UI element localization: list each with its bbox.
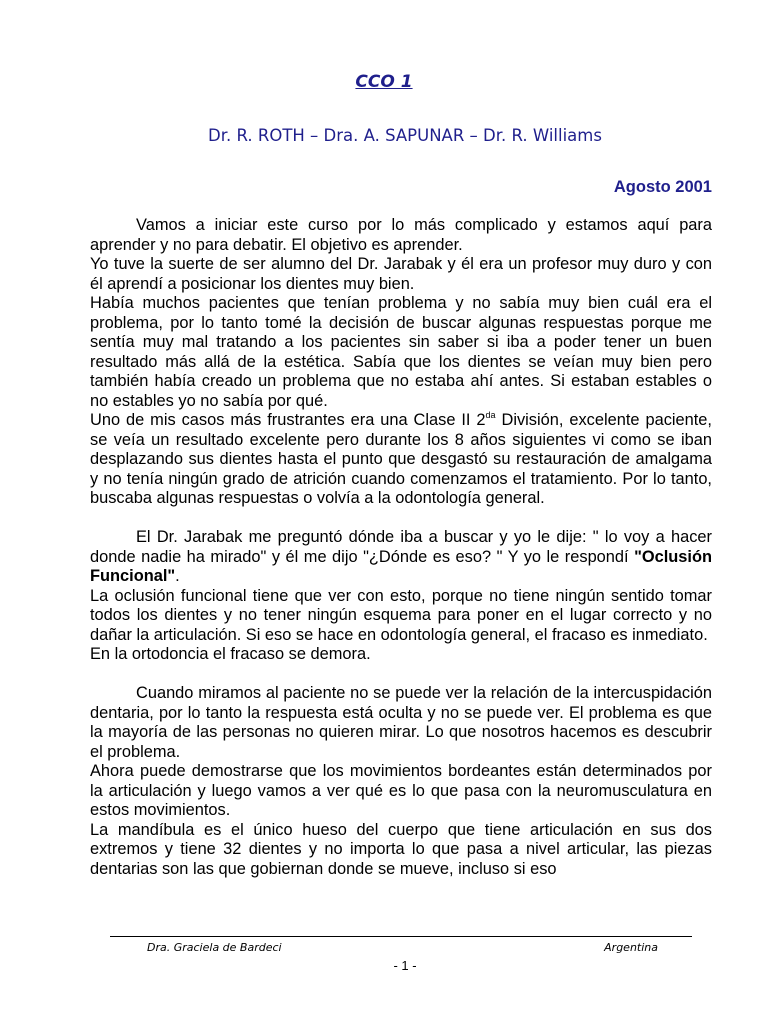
superscript-da: da [485, 410, 496, 420]
footer-author: Dra. Graciela de Bardeci [147, 941, 282, 954]
footer-divider [110, 936, 692, 937]
paragraph-4 [90, 411, 712, 509]
document-title: CCO 1 [355, 72, 413, 92]
paragraph-2: Yo tuve la suerte de ser alumno del Dr. Jarabak y él era un profesor muy duro y con él aprendí a posicionar los dientes muy bien. [90, 255, 712, 293]
footer-country: Argentina [604, 941, 658, 954]
paragraph-4-end: División, excelente paciente, se veía un resultado excelente pero durante los 8 años siguientes vi como se iban desplazando sus dientes hasta el punto que desgastó su restauración de amalgama y no tenía ningún grado de atrición cuando comenzamos el tratamiento. Por lo tanto, buscaba algunas respuestas o volvía a la odontología general. [90, 411, 712, 507]
paragraph-1: Vamos a iniciar este curso por lo más complicado y estamos aquí para aprender y no para debatir. El objetivo es aprender. [90, 216, 712, 254]
paragraph-5-end: . [175, 567, 180, 585]
paragraph-6: La oclusión funcional tiene que ver con esto, porque no tiene ningún sentido tomar todos los dientes y no tener ningún esquema para poner en el lugar correcto y no dañar la articulación. Si eso se hace en odontología general, el fracaso es inmediato. [90, 586, 712, 644]
paragraph-gap [90, 665, 712, 685]
document-date: Agosto 2001 [613, 178, 712, 196]
page-number: - 1 - [393, 958, 417, 973]
paragraph-4-start: Uno de mis casos más frustrantes era una Clase II 2 [90, 411, 486, 429]
paragraph-3: Había muchos pacientes que tenían problema y no sabía muy bien cuál era el problema, por lo tanto tomé la decisión de buscar algunas respuestas porque me sentía muy mal tratando a los pacientes sin saber si iba a poder tener un buen resultado más allá de la estética. Sabía que los dientes se veían muy bien pero también había creado un problema que no estaba ahí antes. Si estaban estables o no estables yo no sabía por qué. [90, 294, 712, 410]
paragraph-5 [90, 528, 712, 587]
paragraph-7: En la ortodoncia el fracaso se demora. [90, 645, 371, 663]
document-authors: Dr. R. ROTH – Dra. A. SAPUNAR – Dr. R. Williams [208, 126, 602, 145]
paragraph-10: La mandíbula es el único hueso del cuerpo que tiene articulación en sus dos extremos y tiene 32 dientes y no importa lo que pasa a nivel articular, las piezas dentarias son las que gobiernan donde se mueve, incluso si eso [90, 820, 712, 878]
document-body [90, 216, 712, 879]
paragraph-9: Ahora puede demostrarse que los movimientos bordeantes están determinados por la articulación y luego vamos a ver qué es lo que pasa con la neuromusculatura en estos movimientos. [90, 762, 712, 819]
paragraph-5-start: El Dr. Jarabak me preguntó dónde iba a buscar y yo le dije: " lo voy a hacer donde nadie ha mirado" y él me dijo "¿Dónde es eso? " Y yo le respondí [90, 528, 712, 566]
oclusion-funcional-emphasis: "Oclusión Funcional" [90, 547, 712, 585]
paragraph-8: Cuando miramos al paciente no se puede ver la relación de la intercuspidación dentaria, por lo tanto la respuesta está oculta y no se puede ver. El problema es que la mayoría de las personas no quieren mirar. Lo que nosotros hacemos es descubrir el problema. [90, 684, 712, 761]
paragraph-gap [90, 509, 712, 529]
